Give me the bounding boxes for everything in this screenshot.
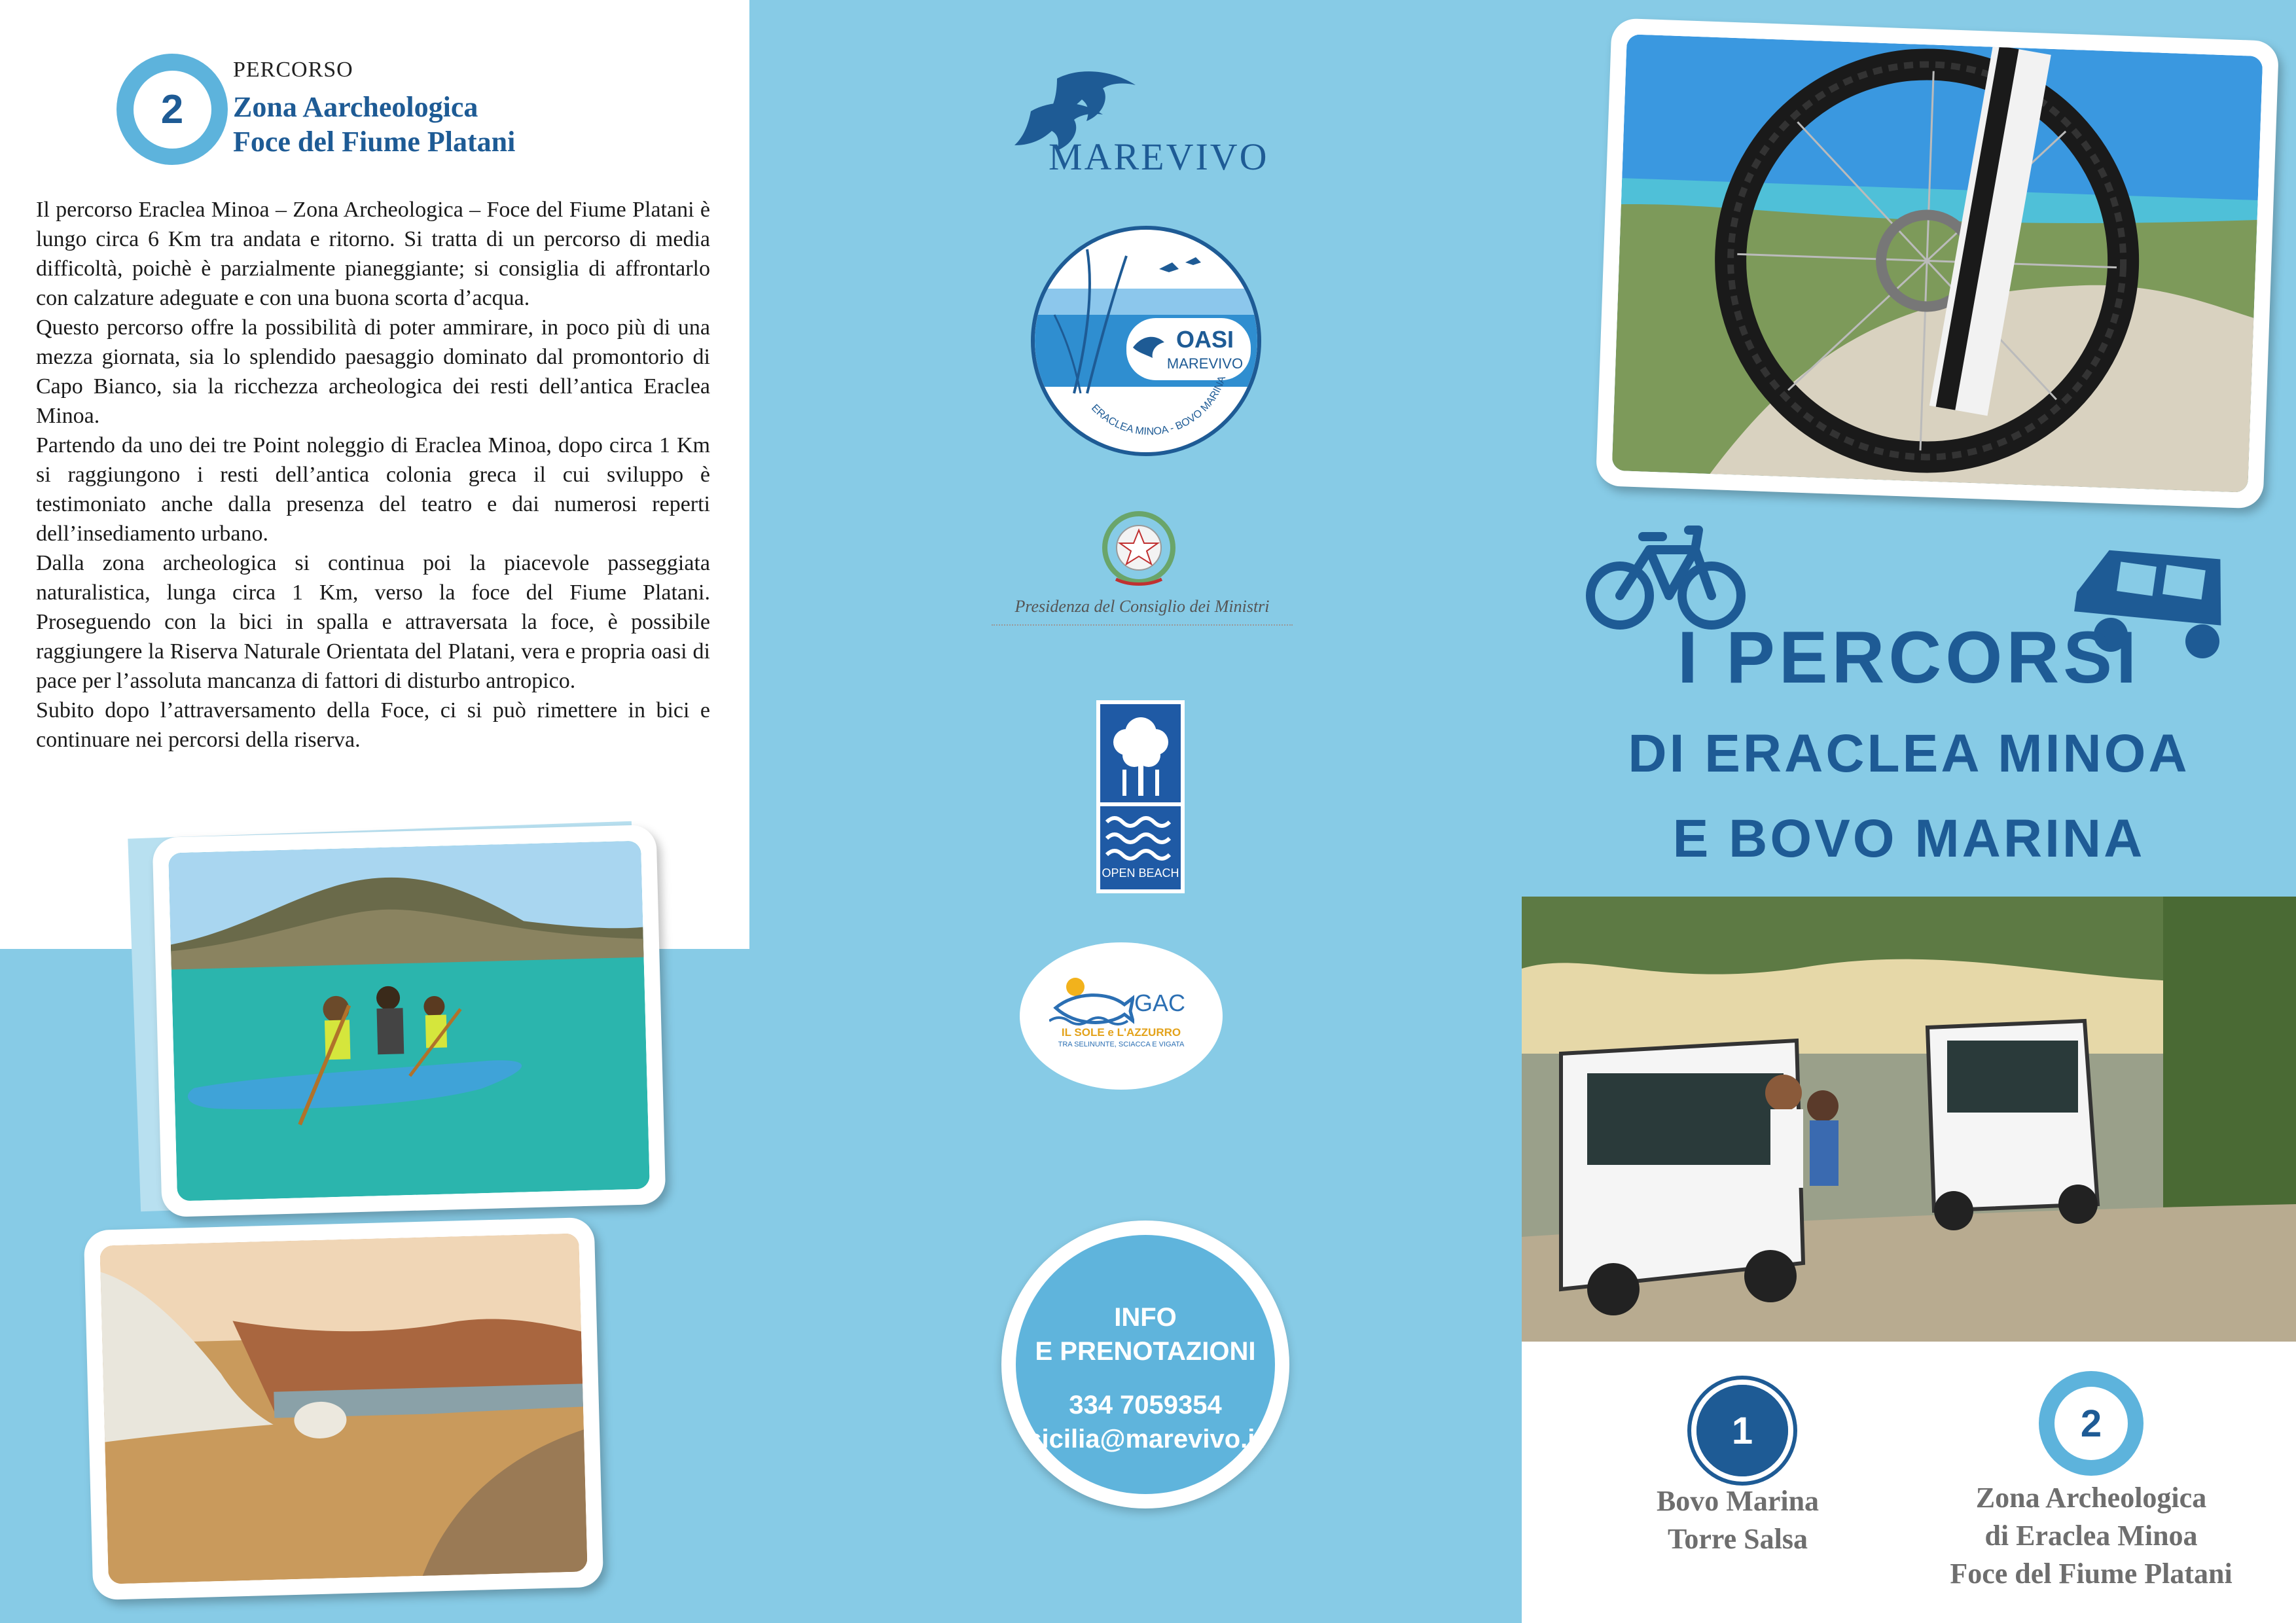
bike-photo-frame (1596, 18, 2279, 508)
route-1-line1: Bovo Marina (1656, 1485, 1820, 1517)
marevivo-logo-text: MAREVIVO (1049, 135, 1269, 178)
route-badge-number: 2 (2054, 1387, 2128, 1460)
route-2-line2: di Eraclea Minoa (1984, 1520, 2198, 1552)
paragraph: Questo percorso offre la possibilità di poter ammirare, in poco più di una mezza giornata, sia lo splendido paesaggio dominato dal promontorio di Capo Bianco, sia la ricchezza archeologica dei resti dell’antica Eraclea Minoa. (36, 315, 710, 428)
route-2-line1: Zona Archeologica (1975, 1482, 2207, 1514)
route-title (233, 90, 515, 160)
route-badge-number: 1 (1696, 1385, 1788, 1476)
gac-tagline: IL SOLE e L'AZZURRO (1061, 1026, 1181, 1039)
gac-name: GAC (1134, 990, 1186, 1016)
route-badge-2-legend (2039, 1371, 2144, 1476)
middle-panel (749, 0, 1522, 1623)
info-phone[interactable]: 334 7059354 (1069, 1391, 1222, 1419)
route-badge-2 (117, 54, 228, 165)
route-2-label (1914, 1479, 2268, 1593)
route-badge-1 (1691, 1380, 1793, 1482)
routes-legend (1522, 1342, 2296, 1623)
info-title-line1: INFO (1114, 1303, 1177, 1332)
info-circle (1001, 1221, 1289, 1508)
route-1-line2: Torre Salsa (1668, 1523, 1808, 1555)
beach-photo-frame (84, 1217, 604, 1600)
beach-photo (99, 1234, 587, 1584)
oasi-line2: MAREVIVO (1166, 355, 1244, 372)
route-description (36, 195, 710, 755)
route-title-line1: Zona Aarcheologica (233, 91, 478, 123)
cover-title-line1: I PERCORSI (1677, 616, 2141, 698)
kayak-photo (168, 841, 650, 1202)
republic-emblem-icon (1096, 507, 1181, 589)
route-1-label (1626, 1482, 1849, 1558)
cover-title-line2: DI ERACLEA MINOA (1628, 724, 2190, 783)
paragraph: Partendo da uno dei tre Point noleggio di Eraclea Minoa, dopo circa 1 Km si raggiungono i resti dell’antica colonia greca il cui sviluppo è testimoniato anche dalla presenza del teatro e dai numerosi reperti dell’insediamento urbano. (36, 433, 710, 546)
gac-fish-icon (1049, 975, 1134, 1027)
info-title-line2: E PRENOTAZIONI (1035, 1337, 1256, 1366)
open-beach-label: OPEN BEACH (1102, 866, 1179, 880)
cover-title-line3: E BOVO MARINA (1672, 809, 2145, 868)
kayak-photo-frame (152, 825, 666, 1217)
golf-carts-photo (1522, 897, 2296, 1345)
emblem-caption: Presidenza del Consiglio dei Ministri (1014, 597, 1270, 616)
gac-subtagline: TRA SELINUNTE, SCIACCA E VIGATA (1058, 1041, 1185, 1048)
emblem-subcaption (992, 624, 1293, 630)
paragraph: Il percorso Eraclea Minoa – Zona Archeologica – Foce del Fiume Platani è lungo circa 6 Km tra andata e ritorno. Si tratta di un percorso di media difficoltà, poichè è parzialmente pianeggiante; si consiglia di affrontarlo con calzature adeguate e con una buona scorta d’acqua. (36, 198, 710, 310)
oasi-arc-text: ERACLEA MINOA - BOVO MARINA (1089, 374, 1229, 438)
oasi-line1: OASI (1175, 326, 1234, 353)
oasi-marevivo-logo (1031, 226, 1261, 456)
info-email[interactable]: sicilia@marevivo.it (1027, 1425, 1264, 1454)
route-tag: PERCORSO (233, 58, 353, 82)
route-title-line2: Foce del Fiume Platani (233, 125, 516, 158)
left-panel (0, 0, 749, 1623)
info-title (1016, 1300, 1275, 1368)
right-panel (1522, 0, 2296, 1623)
paragraph: Subito dopo l’attraversamento della Foce, ci si può rimettere in bici e continuare nei percorsi della riserva. (36, 698, 710, 752)
route-badge-number: 2 (134, 71, 211, 149)
bike-photo (1612, 34, 2263, 493)
route-2-line3: Foce del Fiume Platani (1950, 1558, 2233, 1590)
left-text-area (0, 0, 749, 949)
gac-logo (1020, 942, 1223, 1090)
open-beach-logo (1096, 700, 1185, 893)
paragraph: Dalla zona archeologica si continua poi la piacevole passeggiata naturalistica, lunga circa 1 Km, verso la foce del Fiume Platani. Proseguendo con la bici in spalla e attraversata la foce, è possibile raggiungere la Riserva Naturale Orientata del Platani, vera e propria oasi di pace per l’assoluta mancanza di fattori di disturbo antropico. (36, 551, 710, 693)
